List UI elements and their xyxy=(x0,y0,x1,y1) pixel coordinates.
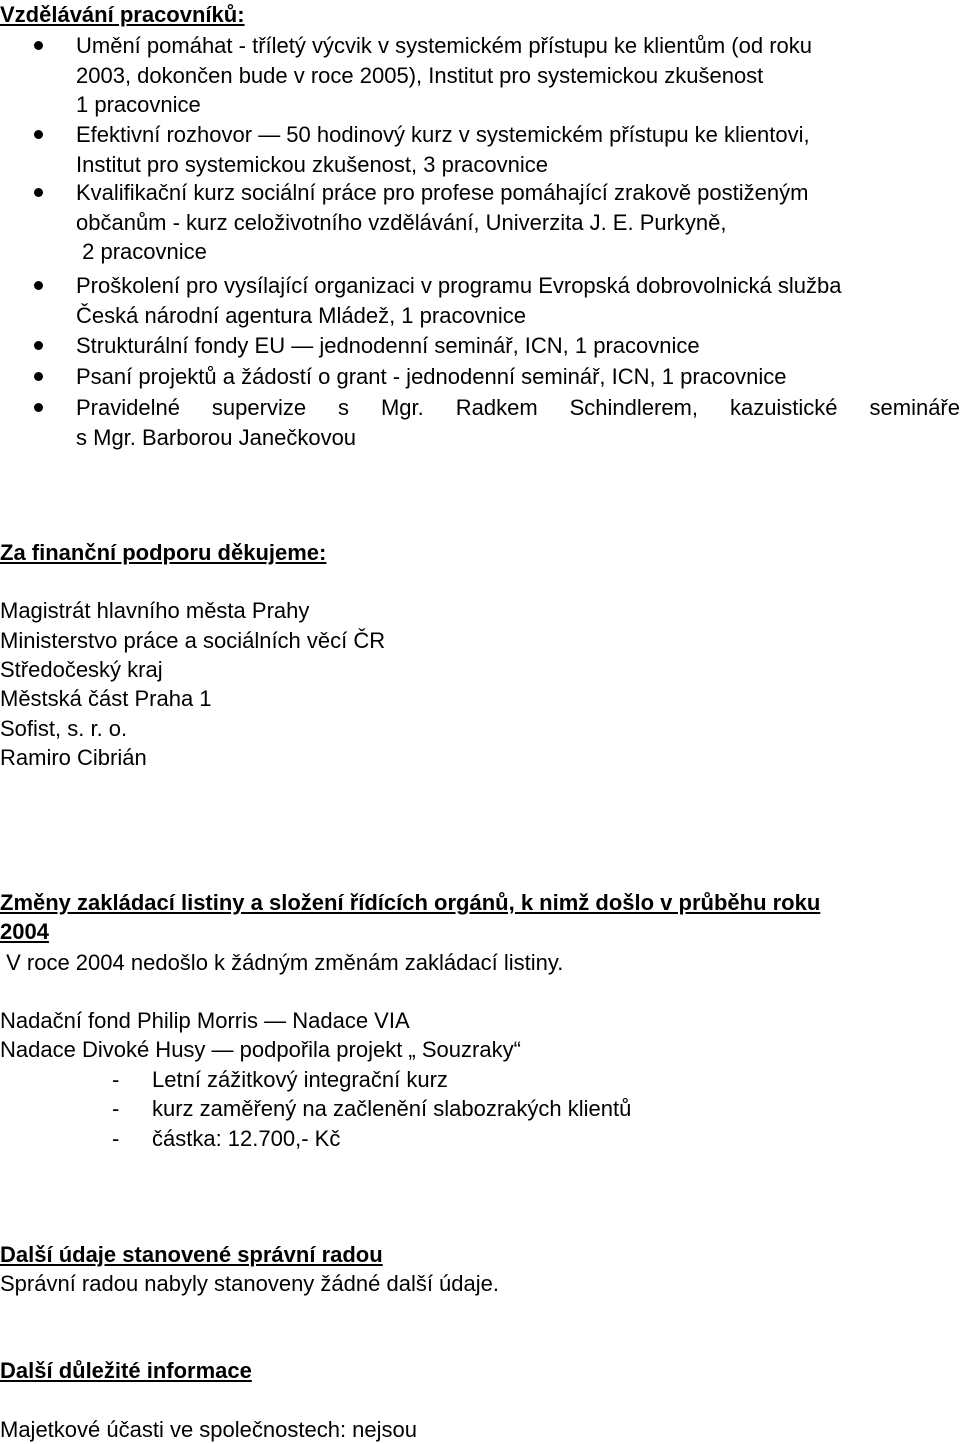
dash-item: částka: 12.700,- Kč xyxy=(152,1126,341,1151)
other-data-text: Správní radou nabyly stanoveny žádné další údaje. xyxy=(0,1271,499,1296)
education-item xyxy=(76,271,960,330)
education-item xyxy=(76,31,960,120)
supporter-line: Sofist, s. r. o. xyxy=(0,716,128,741)
dash-marker: - xyxy=(112,1067,120,1092)
education-item-line: Psaní projektů a žádostí o grant - jednodenní seminář, ICN, 1 pracovnice xyxy=(76,364,787,389)
education-item xyxy=(76,393,960,452)
education-item-line: Institut pro systemickou zkušenost, 3 pracovnice xyxy=(76,151,548,177)
education-item-line: Proškolení pro vysílající organizaci v programu Evropská dobrovolnická služba xyxy=(76,273,842,298)
dash-marker: - xyxy=(112,1126,120,1151)
bullet-icon xyxy=(34,403,43,412)
dash-item: kurz zaměřený na začlenění slabozrakých klientů xyxy=(152,1096,632,1121)
supporter-line: Ramiro Cibrián xyxy=(0,745,147,770)
education-item-line: Strukturální fondy EU — jednodenní seminář, ICN, 1 pracovnice xyxy=(76,333,700,358)
dash-item: Letní zážitkový integrační kurz xyxy=(152,1067,448,1092)
supporter-line: Magistrát hlavního města Prahy xyxy=(0,598,310,623)
education-item-line: Efektivní rozhovor — 50 hodinový kurz v systemickém přístupu ke klientovi, xyxy=(76,122,810,147)
education-heading: Vzdělávání pracovníků: xyxy=(0,2,245,27)
education-item xyxy=(76,120,960,179)
fund-line: Nadace Divoké Husy — podpořila projekt „ Souzraky“ xyxy=(0,1037,521,1062)
supporter-line: Ministerstvo práce a sociálních věcí ČR xyxy=(0,628,386,653)
education-item-line: Pravidelné supervize s Mgr. Radkem Schindlerem, kazuistické semináře xyxy=(76,395,960,420)
changes-heading-line: 2004 xyxy=(0,919,49,944)
other-info-text: Majetkové účasti ve společnostech: nejsou xyxy=(0,1417,418,1442)
education-item xyxy=(76,362,960,392)
bullet-icon xyxy=(34,372,43,381)
supporter-line: Městská část Praha 1 xyxy=(0,686,212,711)
other-info-heading: Další důležité informace xyxy=(0,1358,252,1383)
education-item-line: 2003, dokončen bude v roce 2005), Institut pro systemickou zkušenost xyxy=(76,62,764,88)
support-heading: Za finanční podporu děkujeme: xyxy=(0,540,327,565)
changes-text: V roce 2004 nedošlo k žádným změnám zakládací listiny. xyxy=(0,950,564,975)
education-item-line: Kvalifikační kurz sociální práce pro profese pomáhající zrakově postiženým xyxy=(76,180,809,205)
bullet-icon xyxy=(34,281,43,290)
education-item-line: 1 pracovnice xyxy=(76,92,201,117)
education-item xyxy=(76,178,960,267)
bullet-icon xyxy=(34,188,43,197)
education-item-line: s Mgr. Barborou Janečkovou xyxy=(76,424,357,450)
education-item xyxy=(76,331,960,361)
bullet-icon xyxy=(34,341,43,350)
bullet-icon xyxy=(34,41,43,50)
education-item-line: občanům - kurz celoživotního vzdělávání, Univerzita J. E. Purkyně, xyxy=(76,209,727,235)
changes-heading-line: Změny zakládací listiny a složení řídících orgánů, k nimž došlo v průběhu roku xyxy=(0,890,821,915)
bullet-icon xyxy=(34,130,43,139)
other-data-heading: Další údaje stanovené správní radou xyxy=(0,1242,383,1267)
education-item-line: Umění pomáhat - tříletý výcvik v systemickém přístupu ke klientům (od roku xyxy=(76,33,813,58)
education-item-line: Česká národní agentura Mládež, 1 pracovnice xyxy=(76,302,527,328)
dash-marker: - xyxy=(112,1096,120,1121)
education-item-line: 2 pracovnice xyxy=(76,239,207,264)
fund-line: Nadační fond Philip Morris — Nadace VIA xyxy=(0,1008,410,1033)
supporter-line: Středočeský kraj xyxy=(0,657,163,682)
